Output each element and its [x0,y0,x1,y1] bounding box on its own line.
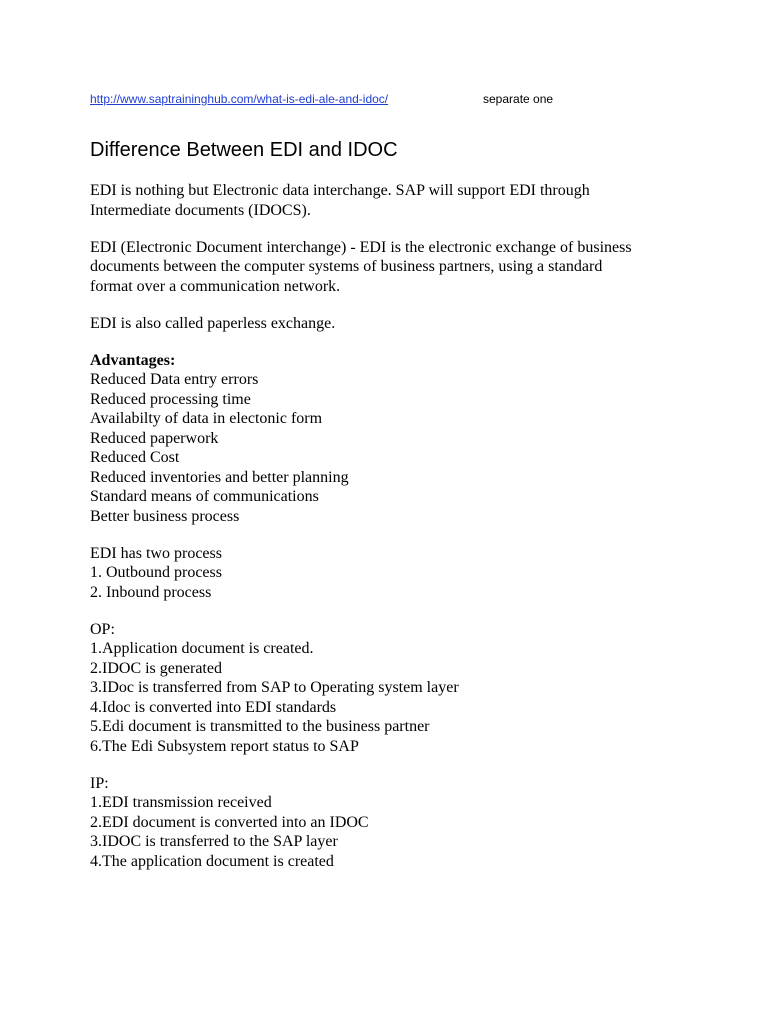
outbound-heading: OP: [90,620,115,638]
list-item: 3.IDOC is transferred to the SAP layer [90,833,338,850]
paragraph-paperless [90,314,690,334]
list-item: Reduced processing time [90,390,251,408]
advantages-section [90,351,690,527]
list-item: Availabilty of data in electonic form [90,410,323,427]
list-item: 2.IDOC is generated [90,659,222,677]
inbound-heading: IP: [90,774,109,792]
source-line [90,90,710,108]
document-body [90,181,690,889]
list-item: 5.Edi document is transmitted to the business partner [90,718,430,735]
processes-intro: EDI has two process [90,544,222,562]
list-item: Reduced Cost [90,449,180,466]
paragraph-edi-definition [90,181,690,220]
text-line: EDI (Electronic Document interchange) - EDI is the electronic exchange of business [90,238,632,256]
list-item: 4.Idoc is converted into EDI standards [90,698,337,716]
list-item: 1.EDI transmission received [90,794,272,811]
outbound-section [90,620,690,757]
list-item: Better business process [90,507,240,525]
processes-section [90,544,690,603]
source-link[interactable]: http://www.saptraininghub.com/what-is-edi-ale-and-idoc/ [90,92,389,106]
page-title: Difference Between EDI and IDOC [90,139,398,161]
list-item: Standard means of communications [90,488,319,505]
text-line: EDI is nothing but Electronic data interchange. SAP will support EDI through [90,182,590,199]
list-item: Reduced Data entry errors [90,371,259,388]
source-note: separate one [483,92,554,106]
list-item: 2. Inbound process [90,583,212,601]
text-line: EDI is also called paperless exchange. [90,314,336,332]
text-line: Intermediate documents (IDOCS). [90,201,311,219]
list-item: 3.IDoc is transferred from SAP to Operating system layer [90,679,459,696]
list-item: 6.The Edi Subsystem report status to SAP [90,737,359,755]
list-item: 1.Application document is created. [90,640,314,657]
text-line: documents between the computer systems of business partners, using a standard [90,258,603,275]
list-item: 1. Outbound process [90,564,222,581]
list-item: 2.EDI document is converted into an IDOC [90,813,369,831]
text-line: format over a communication network. [90,277,341,295]
list-item: 4.The application document is created [90,852,334,870]
list-item: Reduced inventories and better planning [90,468,349,486]
paragraph-edi-explanation [90,238,690,297]
advantages-heading: Advantages: [90,351,176,369]
inbound-section [90,774,690,872]
list-item: Reduced paperwork [90,429,219,447]
